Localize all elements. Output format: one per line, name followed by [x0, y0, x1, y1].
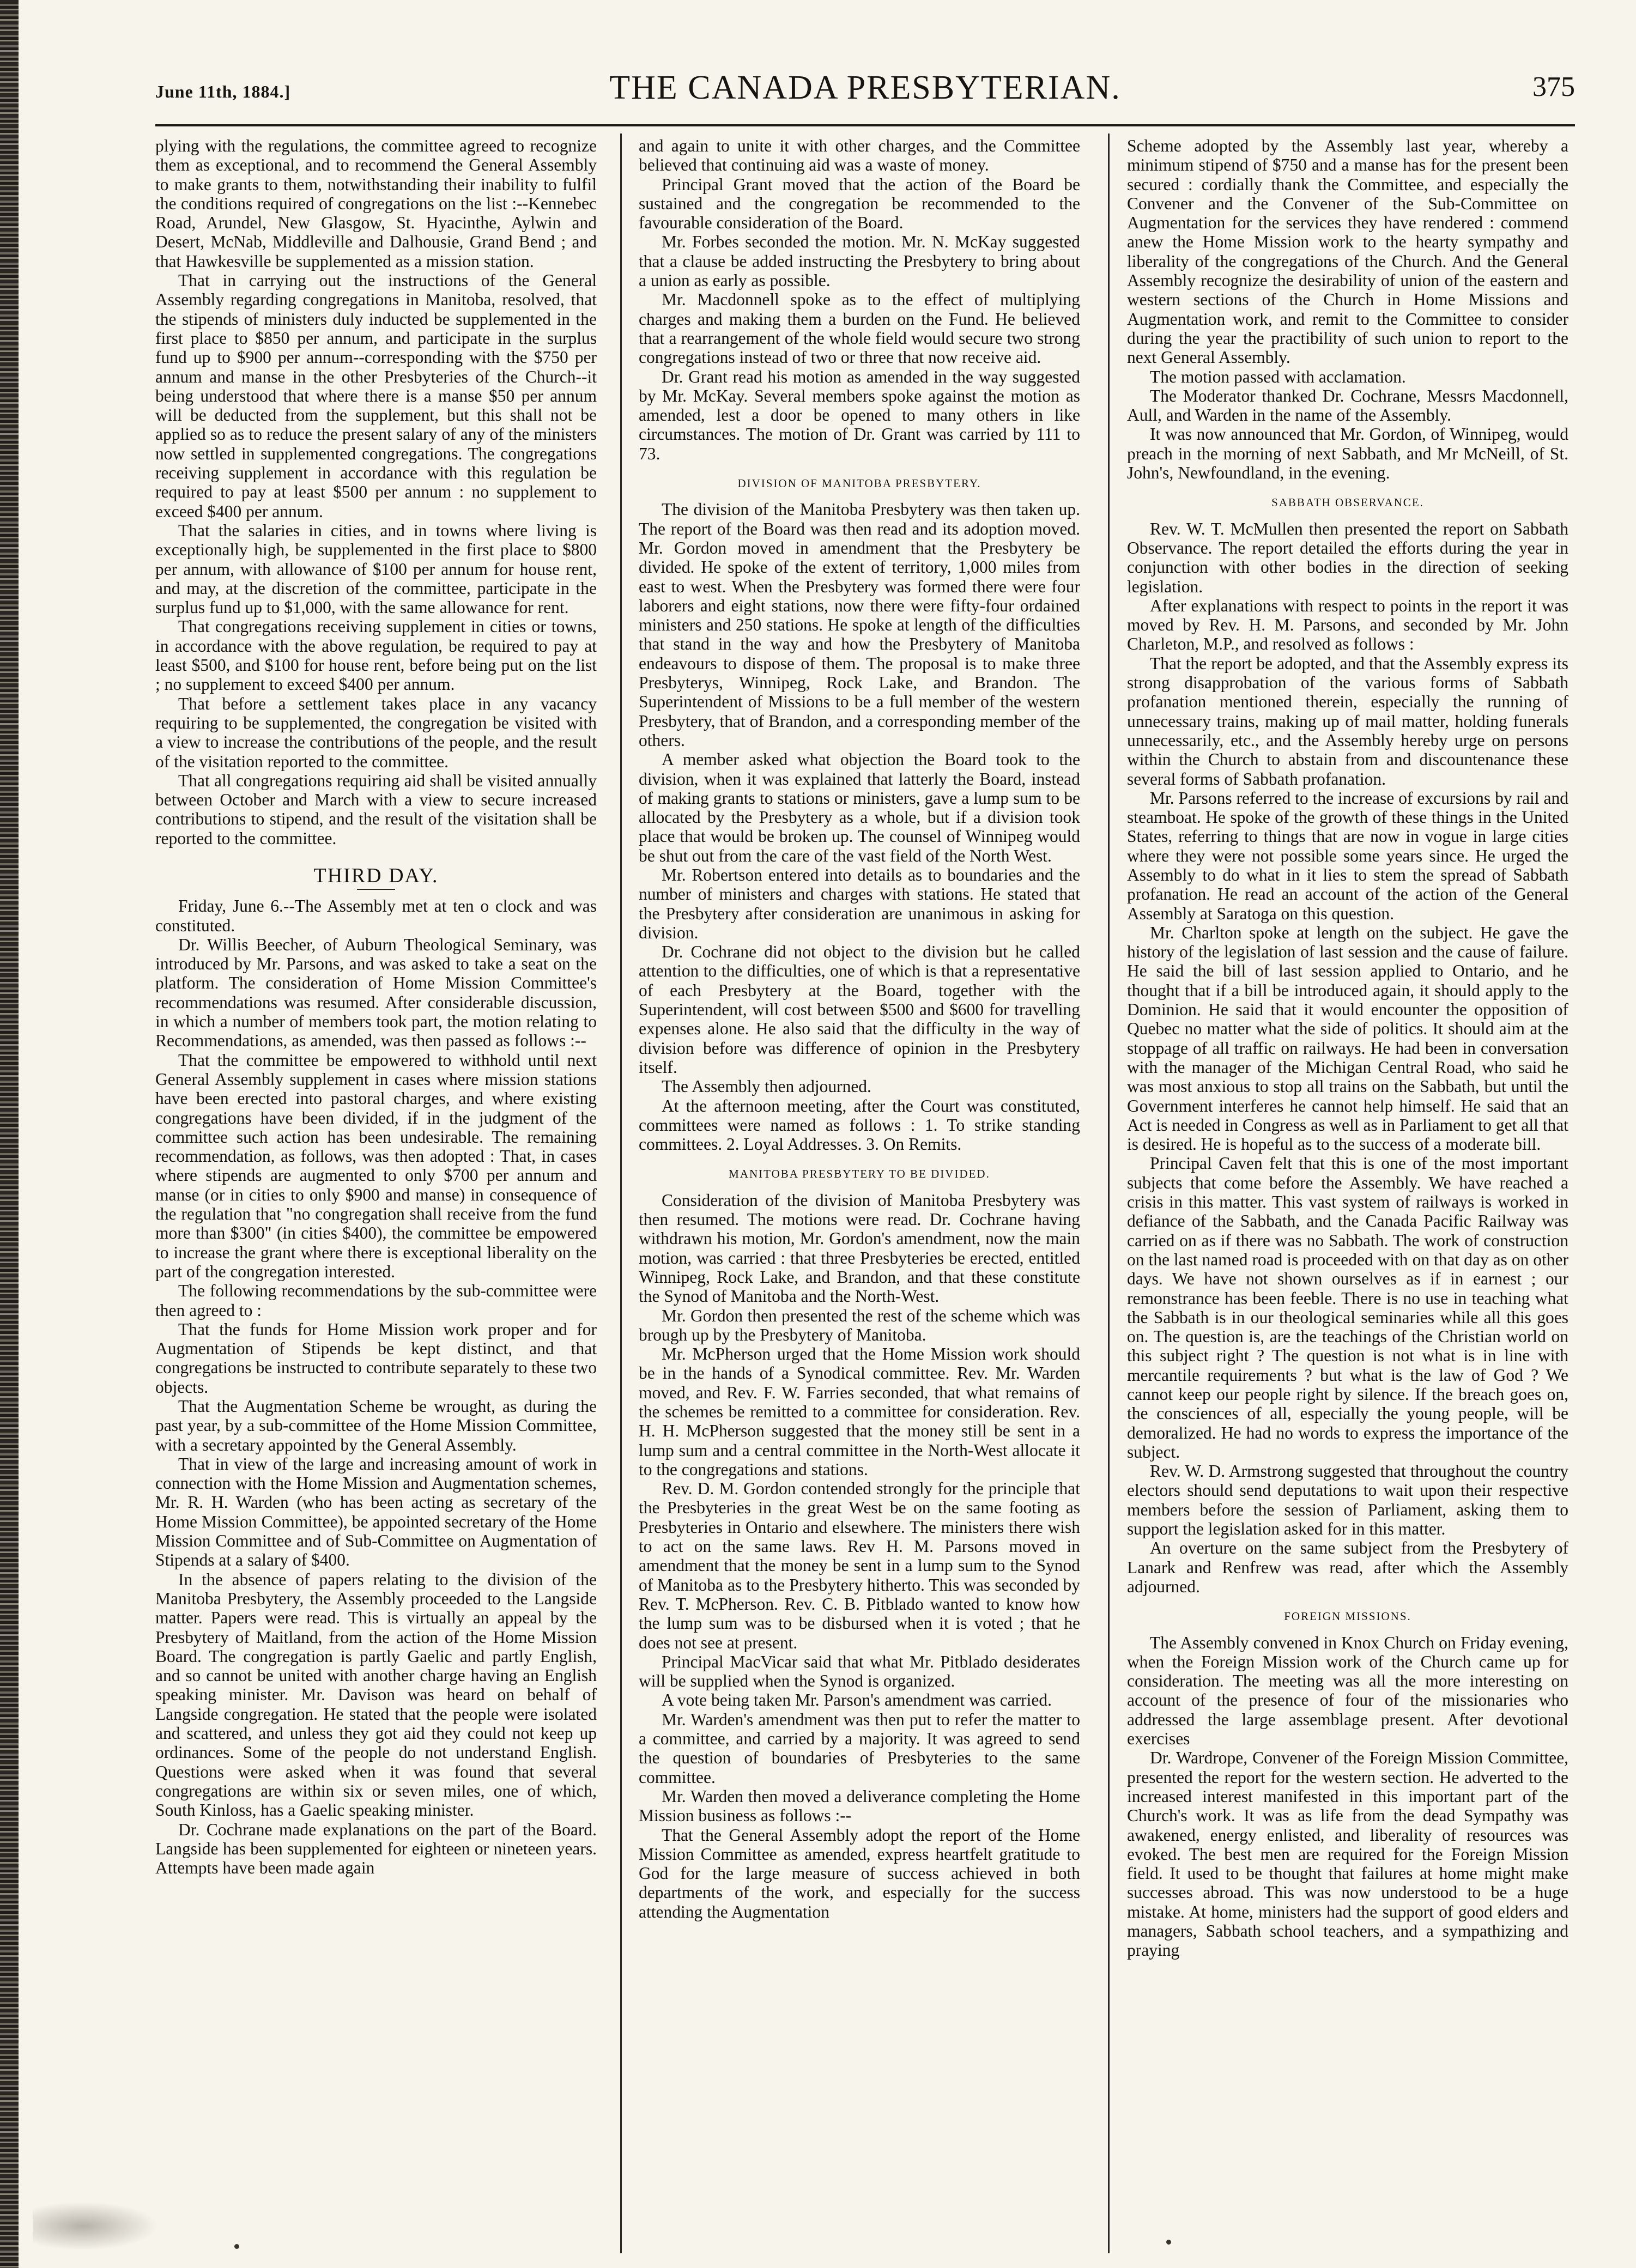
paragraph: That in view of the large and increasing amount of work in connection with the Home Mission and Augmentation schemes, Mr. R. H. Warden (who has been acting as secretary of the Home Mission Committee), be appointed secretary of the Home Mission Committee and of Sub-Committee on Augmentation of Stipends at a salary of $400. [155, 1454, 597, 1570]
page-number: 375 [1532, 71, 1575, 102]
subheading-division-of-manitoba: DIVISION OF MANITOBA PRESBYTERY. [737, 477, 981, 490]
paragraph: Principal Caven felt that this is one of the most important subjects that come before the Assembly. We have reached a crisis in this matter. This vast system of railways is worked in defiance of the Sabbath, and the Canada Pacific Railway was carried on as if there was no Sabbath. The work of construction on the last named road is proceeded with on that day as on other days. We have not shown ourselves as if in earnest ; our remonstrance has been feeble. There is no use in teaching what the Sabbath is in our theological seminaries while all this goes on. The question is, are the teachings of the Christian world on this subject right ? The question is not what is in line with mercantile requirements ? but what is the law of God ? We cannot keep our people right by silence. If the breach goes on, the consciences of all, especially the young people, will be demoralized. He had no words to express the importance of the subject. [1127, 1154, 1568, 1462]
paragraph: Mr. Macdonnell spoke as to the effect of multiplying charges and making them a burden on the Fund. He believed that a rearrangement of the whole field would secure two strong congregations instead of two or three that now receive aid. [639, 290, 1080, 367]
paragraph: That before a settlement takes place in any vacancy requiring to be supplemented, the congregation be visited with a view to increase the contributions of the people, and the result of the visitation reported to the committee. [155, 694, 597, 771]
paragraph: That in carrying out the instructions of the General Assembly regarding congregations in Manitoba, resolved, that the stipends of ministers duly inducted be supplemented in the first place to $850 per annum, and participate in the surplus fund up to $900 per annum--corresponding with the $750 per annum and manse in the other Presbyteries of the Church--it being understood that where there is a manse $50 per annum will be deducted from the supplement, but this shall not be applied so as to reduce the present salary of any of the ministers now settled in supplemented congregations. The congregations receiving supplement in accordance with this regulation be required to pay at least $500 per annum : no supplement to exceed $400 per annum. [155, 271, 597, 521]
paragraph: The Moderator thanked Dr. Cochrane, Messrs Macdonnell, Aull, and Warden in the name of the Assembly. [1127, 386, 1568, 425]
paragraph: After explanations with respect to points in the report it was moved by Rev. H. M. Parsons, and seconded by Mr. John Charleton, M.P., and resolved as follows : [1127, 596, 1568, 654]
paragraph: Principal Grant moved that the action of the Board be sustained and the congregation be recommended to the favourable consideration of the Board. [639, 174, 1080, 233]
ink-speck [1166, 2240, 1171, 2245]
column-2 [639, 136, 1080, 2248]
paragraph: Mr. Warden then moved a deliverance completing the Home Mission business as follows :-- [639, 1786, 1080, 1826]
paragraph: The motion passed with acclamation. [1150, 367, 1406, 386]
paragraph: Mr. Warden's amendment was then put to refer the matter to a committee, and carried by a majority. It was agreed to send the question of boundaries of Presbyteries to the same committee. [639, 1709, 1080, 1787]
paragraph: That the committee be empowered to withhold until next General Assembly supplement in cases where mission stations have been erected into pastoral charges, and where existing congregations have been divided, if in the judgment of the committee such action has been undesirable. The remaining recommendation, as follows, was then adopted : That, in cases where stipends are augmented to only $700 per annum and manse (or in cities to only $900 and manse) in consequence of the regulation that "no congregation shall receive from the fund more than $300" (in cities $400), the committee be empowered to increase the grant where there is exceptional liberality on the part of the congregation interested. [155, 1050, 597, 1281]
paragraph: That the Augmentation Scheme be wrought, as during the past year, by a sub-committee of the Home Mission Committee, with a secretary appointed by the General Assembly. [155, 1397, 597, 1454]
paragraph: That all congregations requiring aid shall be visited annually between October and March with a view to secure increased contributions to stipend, and the result of the visitation shall be reported to the committee. [155, 771, 597, 848]
paragraph: An overture on the same subject from the Presbytery of Lanark and Renfrew was read, after which the Assembly adjourned. [1127, 1538, 1568, 1596]
paragraph: The Assembly convened in Knox Church on Friday evening, when the Foreign Mission work of the Church came up for consideration. The meeting was all the more interesting on account of the presence of four of the missionaries who addressed the large assemblage present. After devotional exercises [1127, 1633, 1568, 1749]
paragraph: Dr. Grant read his motion as amended in the way suggested by Mr. McKay. Several members spoke against the motion as amended, lest a door be opened to many others in like circumstances. The motion of Dr. Grant was carried by 111 to 73. [639, 367, 1080, 463]
paragraph: Mr. Forbes seconded the motion. Mr. N. McKay suggested that a clause be added instructing the Presbytery to bring about a union as early as possible. [639, 232, 1080, 290]
column-divider [620, 134, 622, 2253]
paragraph: A vote being taken Mr. Parson's amendment was carried. [662, 1690, 1052, 1710]
subheading-sabbath-observance: SABBATH OBSERVANCE. [1271, 496, 1424, 510]
paragraph: Friday, June 6.--The Assembly met at ten o clock and was constituted. [155, 896, 597, 935]
paragraph: Rev. W. T. McMullen then presented the report on Sabbath Observance. The report detailed the efforts during the year in conjunction with other bodies in the direction of seeking legislation. [1127, 519, 1568, 596]
paragraph: Mr. Gordon then presented the rest of the scheme which was brough up by the Presbytery of Manitoba. [639, 1306, 1080, 1344]
subheading-manitoba-divided: MANITOBA PRESBYTERY TO BE DIVIDED. [729, 1167, 990, 1181]
paragraph: Consideration of the division of Manitoba Presbytery was then resumed. The motions were read. Dr. Cochrane having withdrawn his motion, Mr. Gordon's amendment, now the main motion, was carried : that three Presbyteries be erected, entitled Winnipeg, Rock Lake, and Brandon, and that these constitute the Synod of Manitoba and the North-West. [639, 1190, 1080, 1306]
paragraph: Dr. Cochrane did not object to the division but he called attention to the difficulties, one of which is that a representative of each Presbytery at the Board, together with the Superintendent, will cost between $500 and $600 for travelling expenses alone. He also said that the difficulty in the way of division before was difference of opinion in the Presbytery itself. [639, 942, 1080, 1077]
paragraph: Mr. Charlton spoke at length on the subject. He gave the history of the legislation of last session and the cause of failure. He said the bill of last session applied to Ontario, and he thought that if a bill be introduced again, it should apply to the Dominion. He said that it would encounter the opposition of Quebec no matter what the side of politics. It should aim at the stoppage of all traffic on railways. He had been in conversation with the manager of the Michigan Central Road, who said he was most anxious to stop all trains on the Sabbath, but until the Government interferes he cannot help himself. He said that an Act is needed in Congress as well as in Parliament to get all that is desired. He is hopeful as to the success of a moderate bill. [1127, 923, 1568, 1154]
paragraph: Dr. Willis Beecher, of Auburn Theological Seminary, was introduced by Mr. Parsons, and was asked to take a seat on the platform. The consideration of Home Mission Committee's recommendations was resumed. After considerable discussion, in which a number of members took part, the motion relating to Recommendations, as amended, was then passed as follows :-- [155, 935, 597, 1051]
paragraph: That the General Assembly adopt the report of the Home Mission Committee as amended, express heartfelt gratitude to God for the large measure of success achieved in both departments of the work, and especially for the success attending the Augmentation [639, 1825, 1080, 1921]
paragraph: The Assembly then adjourned. [662, 1077, 871, 1096]
paragraph: Rev. D. M. Gordon contended strongly for the principle that the Presbyteries in the great West be on the same footing as Presbyteries in Ontario and elsewhere. The ministers there wish to act on the same laws. Rev H. M. Parsons moved in amendment that the money be sent in a lump sum to the Synod of Manitoba as to the Presbytery hitherto. This was seconded by Rev. T. McPherson. Rev. C. B. Pitblado wanted to know how the lump sum was to be disbursed when it is voted ; that he does not see at present. [639, 1479, 1080, 1652]
column-divider [1108, 134, 1110, 2253]
page-header [155, 65, 1575, 126]
paragraph: That the funds for Home Mission work proper and for Augmentation of Stipends be kept distinct, and that congregations be instructed to contribute separately to these two objects. [155, 1319, 597, 1397]
paragraph: The following recommendations by the sub-committee were then agreed to : [155, 1281, 597, 1320]
paragraph: Mr. Parsons referred to the increase of excursions by rail and steamboat. He spoke of the growth of these things in the United States, referring to things that are now in vogue in large cities where they were not possible some years since. He urged the Assembly to do what in it lies to stem the spread of Sabbath profanation. He read an account of the action of the General Assembly at Saratoga on this question. [1127, 788, 1568, 923]
heading-rule [357, 889, 395, 890]
header-date: June 11th, 1884.] [155, 82, 291, 101]
paragraph: That congregations receiving supplement in cities or towns, in accordance with the above regulation, be required to pay at least $500, and $100 for house rent, before being put on the list ; no supplement to exceed $400 per annum. [155, 617, 597, 694]
paragraph: Principal MacVicar said that what Mr. Pitblado desiderates will be supplied when the Synod is organized. [639, 1652, 1080, 1691]
paragraph: The division of the Manitoba Presbytery was then taken up. The report of the Board was then read and its adoption moved. Mr. Gordon moved in amendment that the Presbytery be divided. He spoke of the extent of territory, 1,000 miles from east to west. When the Presbytery was formed there were four laborers and eight stations, now there were fifty-four ordained ministers and 250 stations. He spoke at length of the difficulties that stand in the way and how the Presbytery of Manitoba endeavours to dispose of them. The proposal is to make three Presbyterys, Winnipeg, Rock Lake, and Brandon. The Superintendent of Missions to be a full member of the western Presbytery, that of Brandon, and a corresponding member of the others. [639, 500, 1080, 750]
paragraph: Dr. Wardrope, Convener of the Foreign Mission Committee, presented the report for the western section. He adverted to the increased interest manifested in this important part of the Church's work. It was as life from the dead Sympathy was awakened, energy enlisted, and liberality of resources was evoked. The best men are required for the Foreign Mission field. It used to be thought that failures at home might make successes abroad. This was now understood to be a huge mistake. At home, ministers had the support of good elders and managers, Sabbath school teachers, and a sympathizing and praying [1127, 1748, 1568, 1960]
paragraph: It was now announced that Mr. Gordon, of Winnipeg, would preach in the morning of next Sabbath, and Mr McNeill, of St. John's, Newfoundland, in the evening. [1127, 425, 1568, 483]
ink-speck [234, 2244, 239, 2249]
column-1 [155, 136, 597, 2248]
page-binding-edge [0, 0, 19, 2268]
column-3 [1127, 136, 1568, 2248]
paragraph: Mr. McPherson urged that the Home Mission work should be in the hands of a Synodical committee. Rev. Mr. Warden moved, and Rev. F. W. Farries seconded, that what remains of the schemes be remitted to a committee for consideration. Rev. H. H. McPherson suggested that the money still be sent in a lump sum and a central committee in the North-West allocate it to the congregations and stations. [639, 1344, 1080, 1479]
subheading-foreign-missions: FOREIGN MISSIONS. [1284, 1610, 1411, 1623]
paragraph: A member asked what objection the Board took to the division, when it was explained that latterly the Board, instead of making grants to stations or ministers, gave a lump sum to be allocated by the Presbytery as a whole, but if a division took place that would be broken up. The counsel of Winnipeg would be shut out from the care of the vast field of the North West. [639, 750, 1080, 865]
ink-smudge [33, 2202, 158, 2251]
paragraph: Rev. W. D. Armstrong suggested that throughout the country electors should send deputations to wait upon their respective members before the session of Parliament, asking them to support the legislation asked for in this matter. [1127, 1462, 1568, 1539]
paragraph: plying with the regulations, the committee agreed to recognize them as exceptional, and to recommend the General Assembly to make grants to them, notwithstanding their inability to fulfil the conditions required of congregations on the list :--Kennebec Road, Arundel, New Glasgow, St. Hyacinthe, Aylwin and Desert, McNab, Middleville and Dalhousie, Grand Bend ; and that Hawkesville be supplemented as a mission station. [155, 136, 597, 271]
paragraph: Dr. Cochrane made explanations on the part of the Board. Langside has been supplemented for eighteen or nineteen years. Attempts have been made again [155, 1820, 597, 1878]
paragraph: At the afternoon meeting, after the Court was constituted, committees were named as follows : 1. To strike standing committees. 2. Loyal Addresses. 3. On Remits. [639, 1096, 1080, 1154]
paragraph: That the report be adopted, and that the Assembly express its strong disapprobation of the various forms of Sabbath profanation mentioned therein, especially the running of unnecessary trains, making up of mail matter, holding funerals unnecessarily, etc., and the Assembly hereby urge on persons within the Church to abstain from and discountenance these several forms of Sabbath profanation. [1127, 653, 1568, 789]
paragraph: and again to unite it with other charges, and the Committee believed that continuing aid was a waste of money. [639, 136, 1080, 175]
paragraph: That the salaries in cities, and in towns where living is exceptionally high, be supplemented in the first place to $800 per annum, with allowance of $100 per annum for house rent, and may, at the discretion of the committee, participate in the surplus fund up to $1,000, with the same allowance for rent. [155, 520, 597, 617]
paragraph: In the absence of papers relating to the division of the Manitoba Presbytery, the Assembly proceeded to the Langside matter. Papers were read. This is virtually an appeal by the Presbytery of Maitland, from the action of the Home Mission Board. The congregation is partly Gaelic and partly English, and so cannot be united with another charge having an English speaking minister. Mr. Davison was heard on behalf of Langside congregation. He stated that the people were isolated and scattered, and unless they got aid they could not keep up ordinances. Some of the people do not understand English. Questions were asked when it was found that several congregations are within six or seven miles, one of which, South Kinloss, has a Gaelic speaking minister. [155, 1569, 597, 1820]
paragraph: Mr. Robertson entered into details as to boundaries and the number of ministers and charges with stations. He stated that the Presbytery after consideration are unanimous in asking for division. [639, 865, 1080, 942]
newspaper-title: THE CANADA PRESBYTERIAN. [609, 69, 1121, 106]
header-rule [155, 124, 1575, 126]
section-heading-third-day: THIRD DAY. [313, 864, 439, 887]
paragraph: Scheme adopted by the Assembly last year, whereby a minimum stipend of $750 and a manse has for the present been secured : cordially thank the Committee, and especially the Convener and the Convener of the Sub-Committee on Augmentation for the services they have rendered : commend anew the Home Mission work to the hearty sympathy and liberality of the congregations of the Church. And the General Assembly recognize the desirability of union of the eastern and western sections of the Church in Home Missions and Augmentation work, and remit to the Committee to consider during the year the practibility of such union to report to the next General Assembly. [1127, 136, 1568, 367]
